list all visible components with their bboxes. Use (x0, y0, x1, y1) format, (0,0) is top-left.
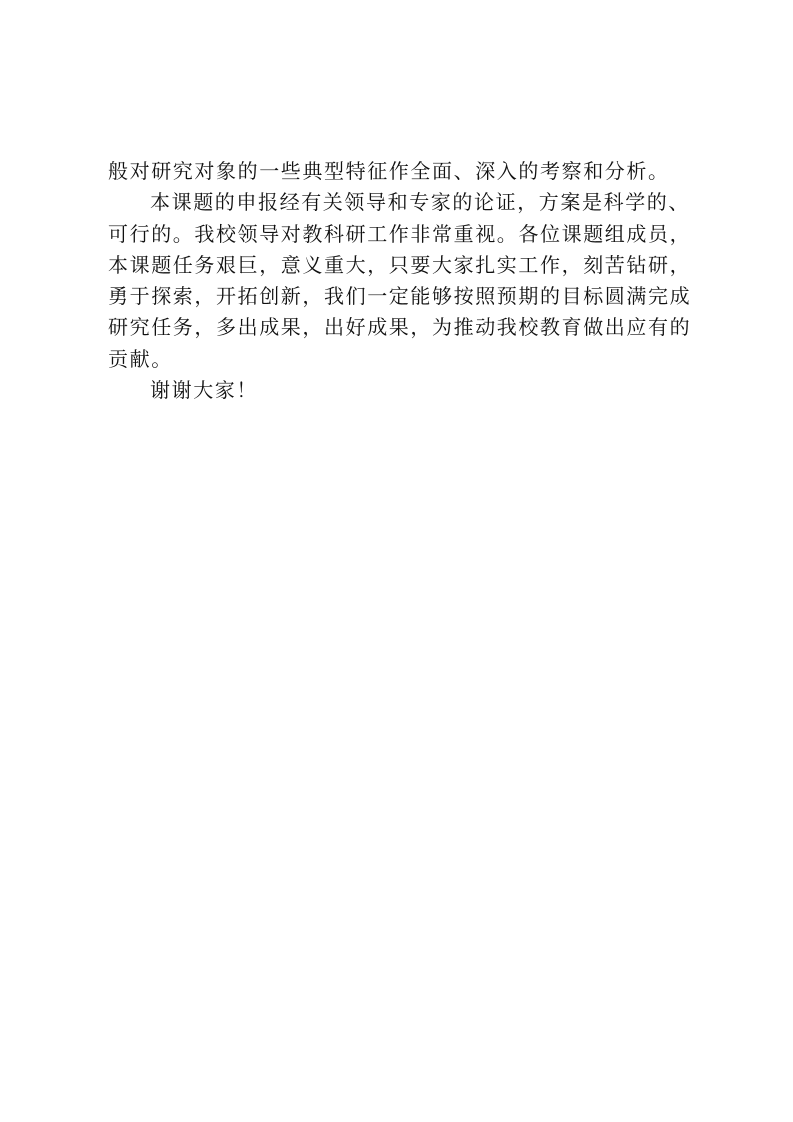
text-line-8: 谢谢大家！ (150, 378, 258, 403)
text-line-7: 贡献。 (108, 346, 173, 371)
text-line-3: 可行的。我校领导对教科研工作非常重视。各位课题组成员， (108, 221, 692, 246)
text-line-1: 般对研究对象的一些典型特征作全面、深入的考察和分析。 (108, 159, 670, 183)
text-line-2: 本课题的申报经有关领导和专家的论证，方案是科学的、 (150, 190, 690, 215)
text-line-4: 本课题任务艰巨，意义重大，只要大家扎实工作，刻苦钻研， (108, 252, 692, 277)
document-body (108, 156, 693, 406)
text-line-5: 勇于探索，开拓创新，我们一定能够按照预期的目标圆满完成 (108, 284, 692, 309)
text-line-6: 研究任务，多出成果，出好成果，为推动我校教育做出应有的 (108, 315, 692, 340)
